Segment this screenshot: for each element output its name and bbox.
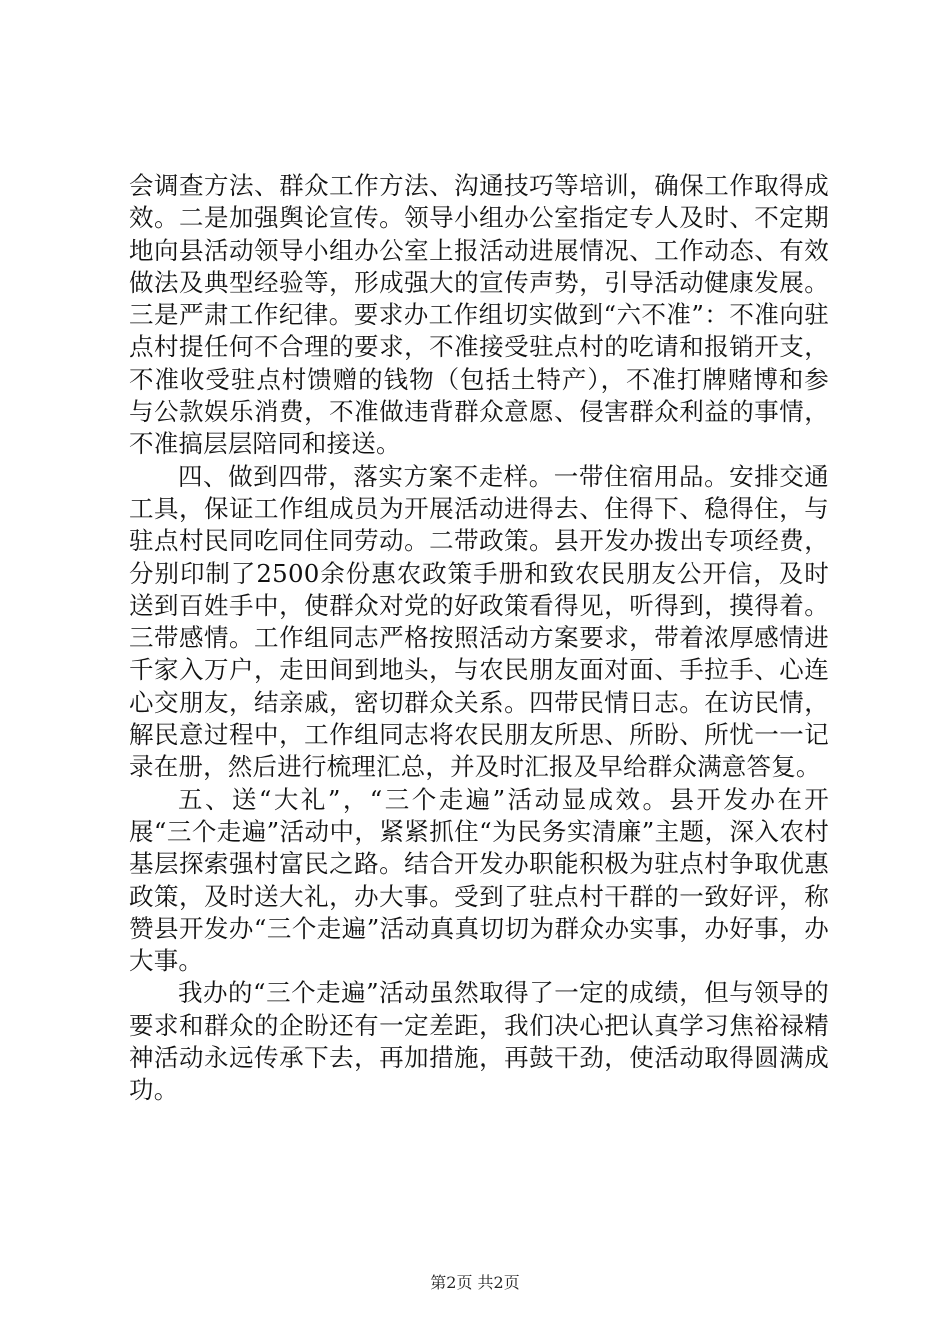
paragraph-gift: 五、送“大礼”，“三个走遍”活动显成效。县开发办在开展“三个走遍”活动中，紧紧抓住“为民务实清廉”主题，深入农村基层探索强村富民之路。结合开发办职能积极为驻点村争取优惠政策，及时送大礼，办大事。受到了驻点村干群的一致好评，称赞县开发办“三个走遍”活动真真切切为群众办实事，办好事，办大事。 [129, 784, 829, 976]
document-body [129, 170, 829, 1107]
paragraph-four-carry: 四、做到四带，落实方案不走样。一带住宿用品。安排交通工具，保证工作组成员为开展活动进得去、住得下、稳得住，与驻点村民同吃同住同劳动。二带政策。县开发办拨出专项经费，分别印制了2500余份惠农政策手册和致农民朋友公开信，及时送到百姓手中，使群众对党的好政策看得见，听得到，摸得着。三带感情。工作组同志严格按照活动方案要求，带着浓厚感情进千家入万户，走田间到地头，与农民朋友面对面、手拉手、心连心交朋友，结亲戚，密切群众关系。四带民情日志。在访民情，解民意过程中，工作组同志将农民朋友所思、所盼、所忧一一记录在册，然后进行梳理汇总，并及时汇报及早给群众满意答复。 [129, 461, 829, 782]
paragraph-conclusion: 我办的“三个走遍”活动虽然取得了一定的成绩，但与领导的要求和群众的企盼还有一定差距，我们决心把认真学习焦裕禄精神活动永远传承下去，再加措施，再鼓干劲，使活动取得圆满成功。 [129, 978, 829, 1105]
paragraph-discipline: 会调查方法、群众工作方法、沟通技巧等培训，确保工作取得成效。二是加强舆论宣传。领导小组办公室指定专人及时、不定期地向县活动领导小组办公室上报活动进展情况、工作动态、有效做法及典型经验等，形成强大的宣传声势，引导活动健康发展。三是严肃工作纪律。要求办工作组切实做到“六不准”：不准向驻点村提任何不合理的要求，不准接受驻点村的吃请和报销开支，不准收受驻点村馈赠的钱物（包括土特产），不准打牌赌博和参与公款娱乐消费，不准做违背群众意愿、侵害群众利益的事情，不准搞层层陪同和接送。 [129, 171, 829, 459]
page-number-footer: 第2页 共2页 [430, 1273, 520, 1292]
